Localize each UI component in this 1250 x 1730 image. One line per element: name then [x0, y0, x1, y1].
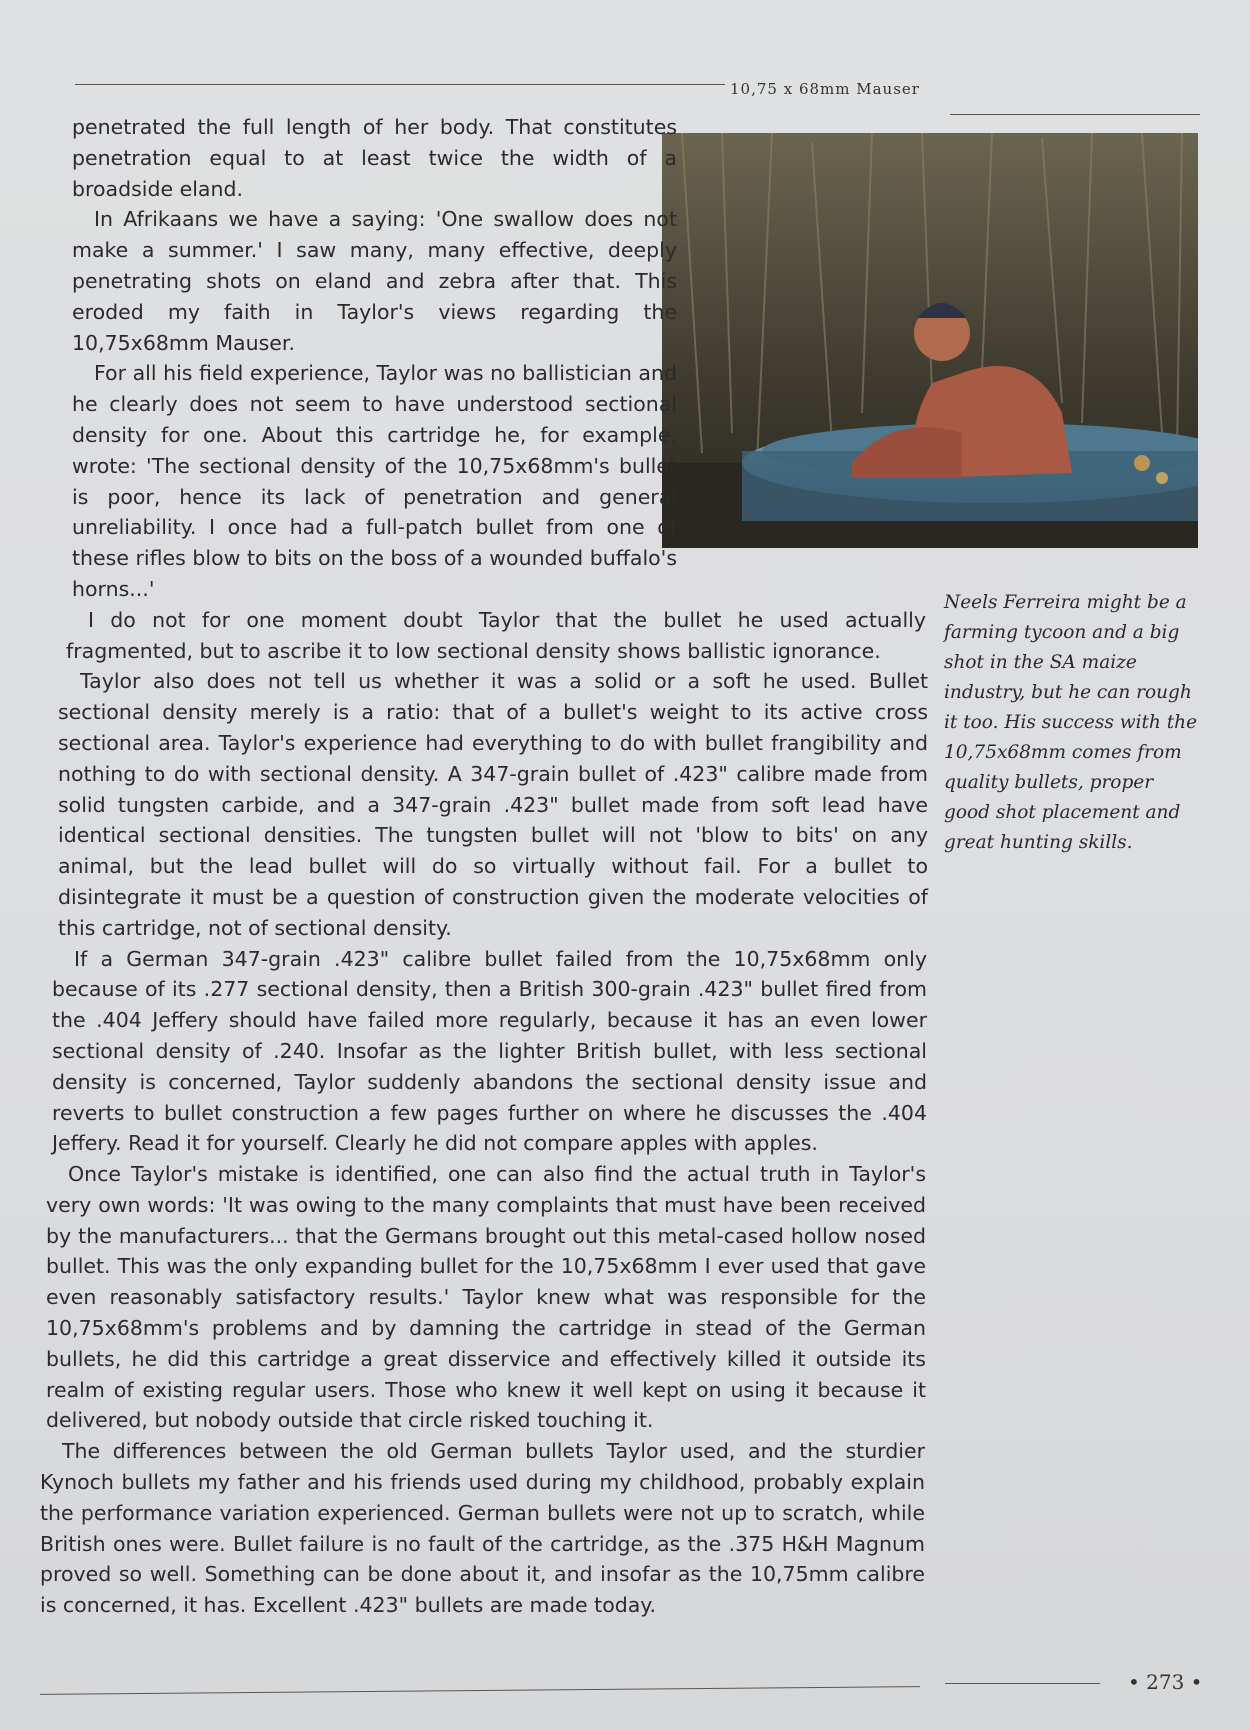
- paragraph: In Afrikaans we have a saying: 'One swallow does not make a summer.' I saw many, many effective, deeply penetrating shots on eland and zebra after that. This eroded my faith in Taylor's views regarding the 10,75x68mm Mauser.: [72, 207, 677, 355]
- paragraph: Once Taylor's mistake is identified, one can also find the actual truth in Taylor's very own words: 'It was owing to the many complaints that must have been received by the manufacturers... that the Germans brought out this metal-cased hollow nosed bullet. This was the only expanding bullet for the 10,75x68mm I ever used that gave even reasonably satisfactory results.' Taylor knew what was responsible for the 10,75x68mm's problems and by damning the cartridge in stead of the German bullets, he did this cartridge a great disservice and effectively killed it outside its realm of existing regular users. Those who knew it well kept on using it because it delivered, but nobody outside that circle risked touching it.: [46, 1162, 926, 1433]
- header-rule: [950, 114, 1200, 115]
- paragraph: For all his field experience, Taylor was no ballistician and he clearly does not seem to have understood sectional density for one. About this cartridge he, for example, wrote: 'The sectional density of the 10,75x68mm's bullet is poor, hence its lack of penetration and general unreliability. I once had a full-patch bullet from one of these rifles blow to bits on the boss of a wounded buffalo's horns...': [72, 361, 677, 601]
- paragraph: If a German 347-grain .423" calibre bullet failed from the 10,75x68mm only because of its .277 sectional density, then a British 300-grain .423" bullet fired from the .404 Jeffery should have failed more regularly, because it has an even lower sectional density of .240. Insofar as the lighter British bullet, with less sectional density is concerned, Taylor suddenly abandons the sectional density issue and reverts to bullet construction a few pages further on where he discusses the .404 Jeffery. Read it for yourself. Clearly he did not compare apples with apples.: [52, 946, 927, 1156]
- paragraph: The differences between the old German bullets Taylor used, and the sturdier Kynoch bullets my father and his friends used during my childhood, probably explain the performance variation experienced. German bullets were not up to scratch, while British ones were. Bullet failure is no fault of the cartridge, as the .375 H&H Magnum proved so well. Something can be done about it, and insofar as the 10,75mm calibre is concerned, it has. Excellent .423" bullets are made today.: [40, 1439, 925, 1618]
- paragraph: Taylor also does not tell us whether it was a solid or a soft he used. Bullet sectional density merely is a ratio: that of a bullet's weight to its active cross sectional area. Taylor's experience had everything to do with bullet frangibility and nothing to do with sectional density. A 347-grain bullet of .423" calibre made from solid tungsten carbide, and a 347-grain .423" bullet made from soft lead have identical sectional densities. The tungsten bullet will not 'blow to bits' on any animal, but the lead bullet will do so virtually without fail. For a bullet to disintegrate it must be a question of construction given the moderate velocities of this cartridge, not of sectional density.: [58, 669, 928, 940]
- running-head: 10,75 x 68mm Mauser: [730, 80, 920, 98]
- footer-rule: [40, 1686, 920, 1695]
- body-text: [40, 112, 928, 1621]
- page-number: • 273 •: [1128, 1670, 1203, 1694]
- paragraph: I do not for one moment doubt Taylor that the bullet he used actually fragmented, but to ascribe it to low sectional density shows ballistic ignorance.: [66, 607, 926, 663]
- photo-caption: Neels Ferreira might be a farming tycoon and a big shot in the SA maize industry, but he can rough it too. His success with the 10,75x68mm comes from quality bullets, proper good shot placement and great hunting skills.: [944, 592, 1198, 853]
- paragraph: penetrated the full length of her body. That constitutes penetration equal to at least twice the width of a broadside eland.: [72, 115, 677, 201]
- footer-rule: [945, 1683, 1100, 1684]
- header-rule: [75, 84, 725, 85]
